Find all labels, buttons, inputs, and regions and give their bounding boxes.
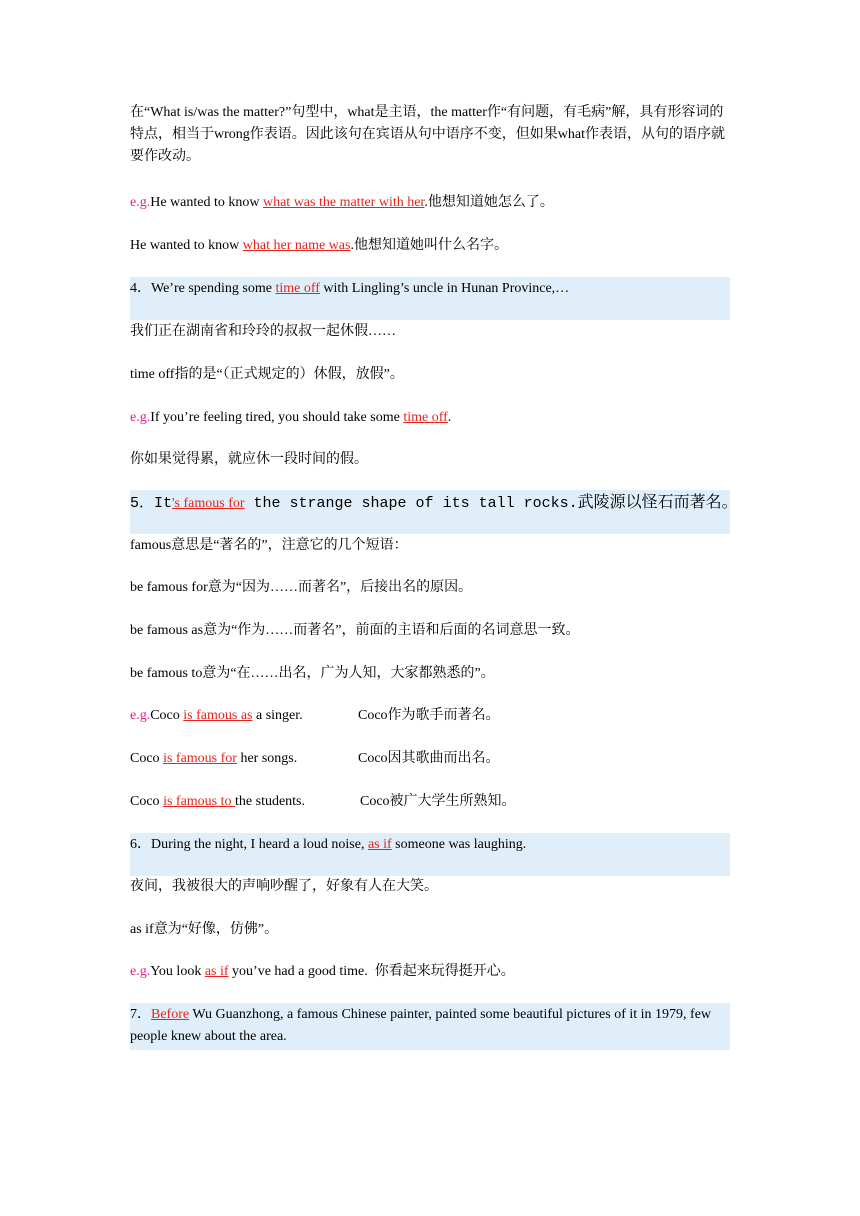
example-chinese: 你看起来玩得挺开心。 [367, 964, 515, 979]
item-6-header [130, 833, 730, 876]
highlight-phrase: as if [204, 964, 229, 979]
highlight-phrase: is famous for [163, 751, 237, 766]
item-5-header [130, 490, 738, 534]
item-4-header [130, 277, 730, 320]
example-text: a singer. [252, 708, 303, 723]
example-text: .他想知道她叫什么名字。 [350, 238, 508, 253]
highlight-phrase: is famous as [183, 708, 253, 723]
eg-label: e.g. [130, 195, 151, 210]
highlight-phrase: what her name was [242, 238, 351, 253]
header-chinese: 武陵源以怪石而著名。 [577, 494, 738, 511]
eg-label: e.g. [130, 964, 151, 979]
header-text: 7． [130, 1007, 151, 1022]
item-6-translation: 夜间，我被很大的声响吵醒了，好象有人在大笑。 [130, 879, 438, 894]
highlight-phrase: time off [403, 410, 448, 425]
item-5-example-as [130, 705, 730, 727]
header-text: with Lingling’s uncle in Hunan Province,… [319, 281, 570, 296]
example-text: you’ve had a good time. [228, 964, 368, 979]
item-4-example-translation: 你如果觉得累，就应休一段时间的假。 [130, 452, 368, 467]
example-text: Coco [150, 708, 184, 723]
item-4-note: time off指的是“（正式规定的）休假，放假”。 [130, 367, 404, 382]
item-5-phrase-for: be famous for意为“因为……而著名”，后接出名的原因。 [130, 580, 473, 595]
example-text: her songs. [236, 751, 298, 766]
item-5-phrase-as: be famous as意为“作为……而著名”，前面的主语和后面的名词意思一致。 [130, 623, 580, 638]
example-text: .他想知道她怎么了。 [424, 195, 554, 210]
example-text: You look [150, 964, 205, 979]
eg-label: e.g. [130, 708, 151, 723]
highlight-phrase: Before [151, 1007, 190, 1022]
item-7-header [130, 1003, 730, 1050]
example-chinese: Coco作为歌手而著名。 [358, 708, 500, 723]
item-5-example-to [130, 791, 730, 813]
header-text: 5．It [130, 495, 173, 512]
highlight-phrase: time off [275, 281, 320, 296]
item-6-example [130, 961, 730, 983]
highlight-phrase: 's famous for [172, 496, 245, 511]
item-6-note: as if意为“好像，仿佛”。 [130, 922, 279, 937]
example-chinese: Coco被广大学生所熟知。 [360, 794, 516, 809]
example-1 [130, 192, 730, 214]
example-chinese: Coco因其歌曲而出名。 [358, 751, 500, 766]
eg-label: e.g. [130, 410, 151, 425]
intro-paragraph: 在“What is/was the matter?”句型中，what是主语，the matter作“有问题，有毛病”解，具有形容词的特点，相当于wrong作表语。因此该句在宾语从句中语序不变，但如果what作表语，从句的语序就要作改动。 [130, 105, 725, 164]
header-text: someone was laughing. [391, 837, 527, 852]
example-text: Coco [130, 751, 164, 766]
example-2 [130, 235, 730, 257]
highlight-phrase: is famous to [163, 794, 236, 809]
example-text: . [447, 410, 452, 425]
example-text: If you’re feeling tired, you should take some [150, 410, 404, 425]
item-5-example-for [130, 748, 730, 770]
header-text: the strange shape of its tall rocks. [244, 495, 578, 512]
item-4-translation: 我们正在湖南省和玲玲的叔叔一起休假…… [130, 324, 396, 339]
example-text: Coco [130, 794, 164, 809]
highlight-phrase: as if [367, 837, 392, 852]
item-4-example [130, 407, 730, 429]
item-5-phrase-to: be famous to意为“在……出名，广为人知，大家都熟悉的”。 [130, 666, 495, 681]
example-text: He wanted to know [150, 195, 263, 210]
example-text: the students. [235, 794, 306, 809]
item-5-note: famous意思是“著名的”，注意它的几个短语： [130, 538, 408, 553]
header-text: 6．During the night, I heard a loud noise, [130, 837, 368, 852]
header-text: Wu Guanzhong, a famous Chinese painter, painted some beautiful pictures of it in 1979, few people knew about the area. [130, 1007, 712, 1044]
highlight-phrase: what was the matter with her [262, 195, 425, 210]
header-text: 4．We’re spending some [130, 281, 276, 296]
example-text: He wanted to know [130, 238, 243, 253]
